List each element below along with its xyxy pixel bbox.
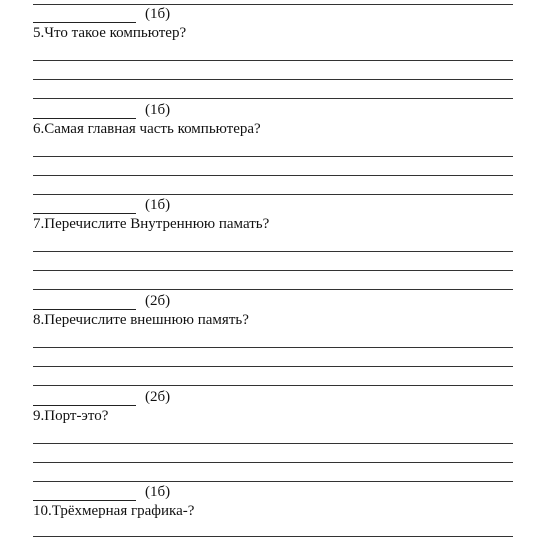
answer-line: [33, 443, 513, 444]
score-label: (1б): [145, 484, 171, 500]
score-row: [33, 196, 233, 214]
score-blank: [33, 118, 136, 119]
score-blank: [33, 309, 136, 310]
score-label: (1б): [145, 197, 171, 213]
score-label: (2б): [145, 293, 171, 309]
answer-line: [33, 347, 513, 348]
score-row: [33, 101, 233, 119]
score-label: (1б): [145, 6, 171, 22]
answer-line: [33, 536, 513, 537]
question-5: 5.Что такое компьютер?: [33, 25, 187, 41]
score-row: [33, 483, 233, 501]
answer-line: [33, 98, 513, 99]
score-blank: [33, 22, 136, 23]
score-row: [33, 388, 233, 406]
answer-line: [33, 385, 513, 386]
score-label: (2б): [145, 389, 171, 405]
score-row: [33, 292, 233, 310]
answer-line: [33, 481, 513, 482]
answer-line: [33, 462, 513, 463]
answer-line: [33, 289, 513, 290]
score-row: [33, 5, 233, 23]
question-10: 10.Трёхмерная графика-?: [33, 503, 195, 519]
score-label: (1б): [145, 102, 171, 118]
answer-line: [33, 270, 513, 271]
score-blank: [33, 213, 136, 214]
question-8: 8.Перечислите внешнюю память?: [33, 312, 249, 328]
score-blank: [33, 500, 136, 501]
question-9: 9.Порт-это?: [33, 408, 109, 424]
answer-line: [33, 175, 513, 176]
answer-line: [33, 194, 513, 195]
answer-line: [33, 60, 513, 61]
score-blank: [33, 405, 136, 406]
question-6: 6.Самая главная часть компьютера?: [33, 121, 261, 137]
answer-line: [33, 156, 513, 157]
question-7: 7.Перечислите Внутреннюю памать?: [33, 216, 270, 232]
answer-line: [33, 366, 513, 367]
answer-line: [33, 79, 513, 80]
answer-line: [33, 251, 513, 252]
